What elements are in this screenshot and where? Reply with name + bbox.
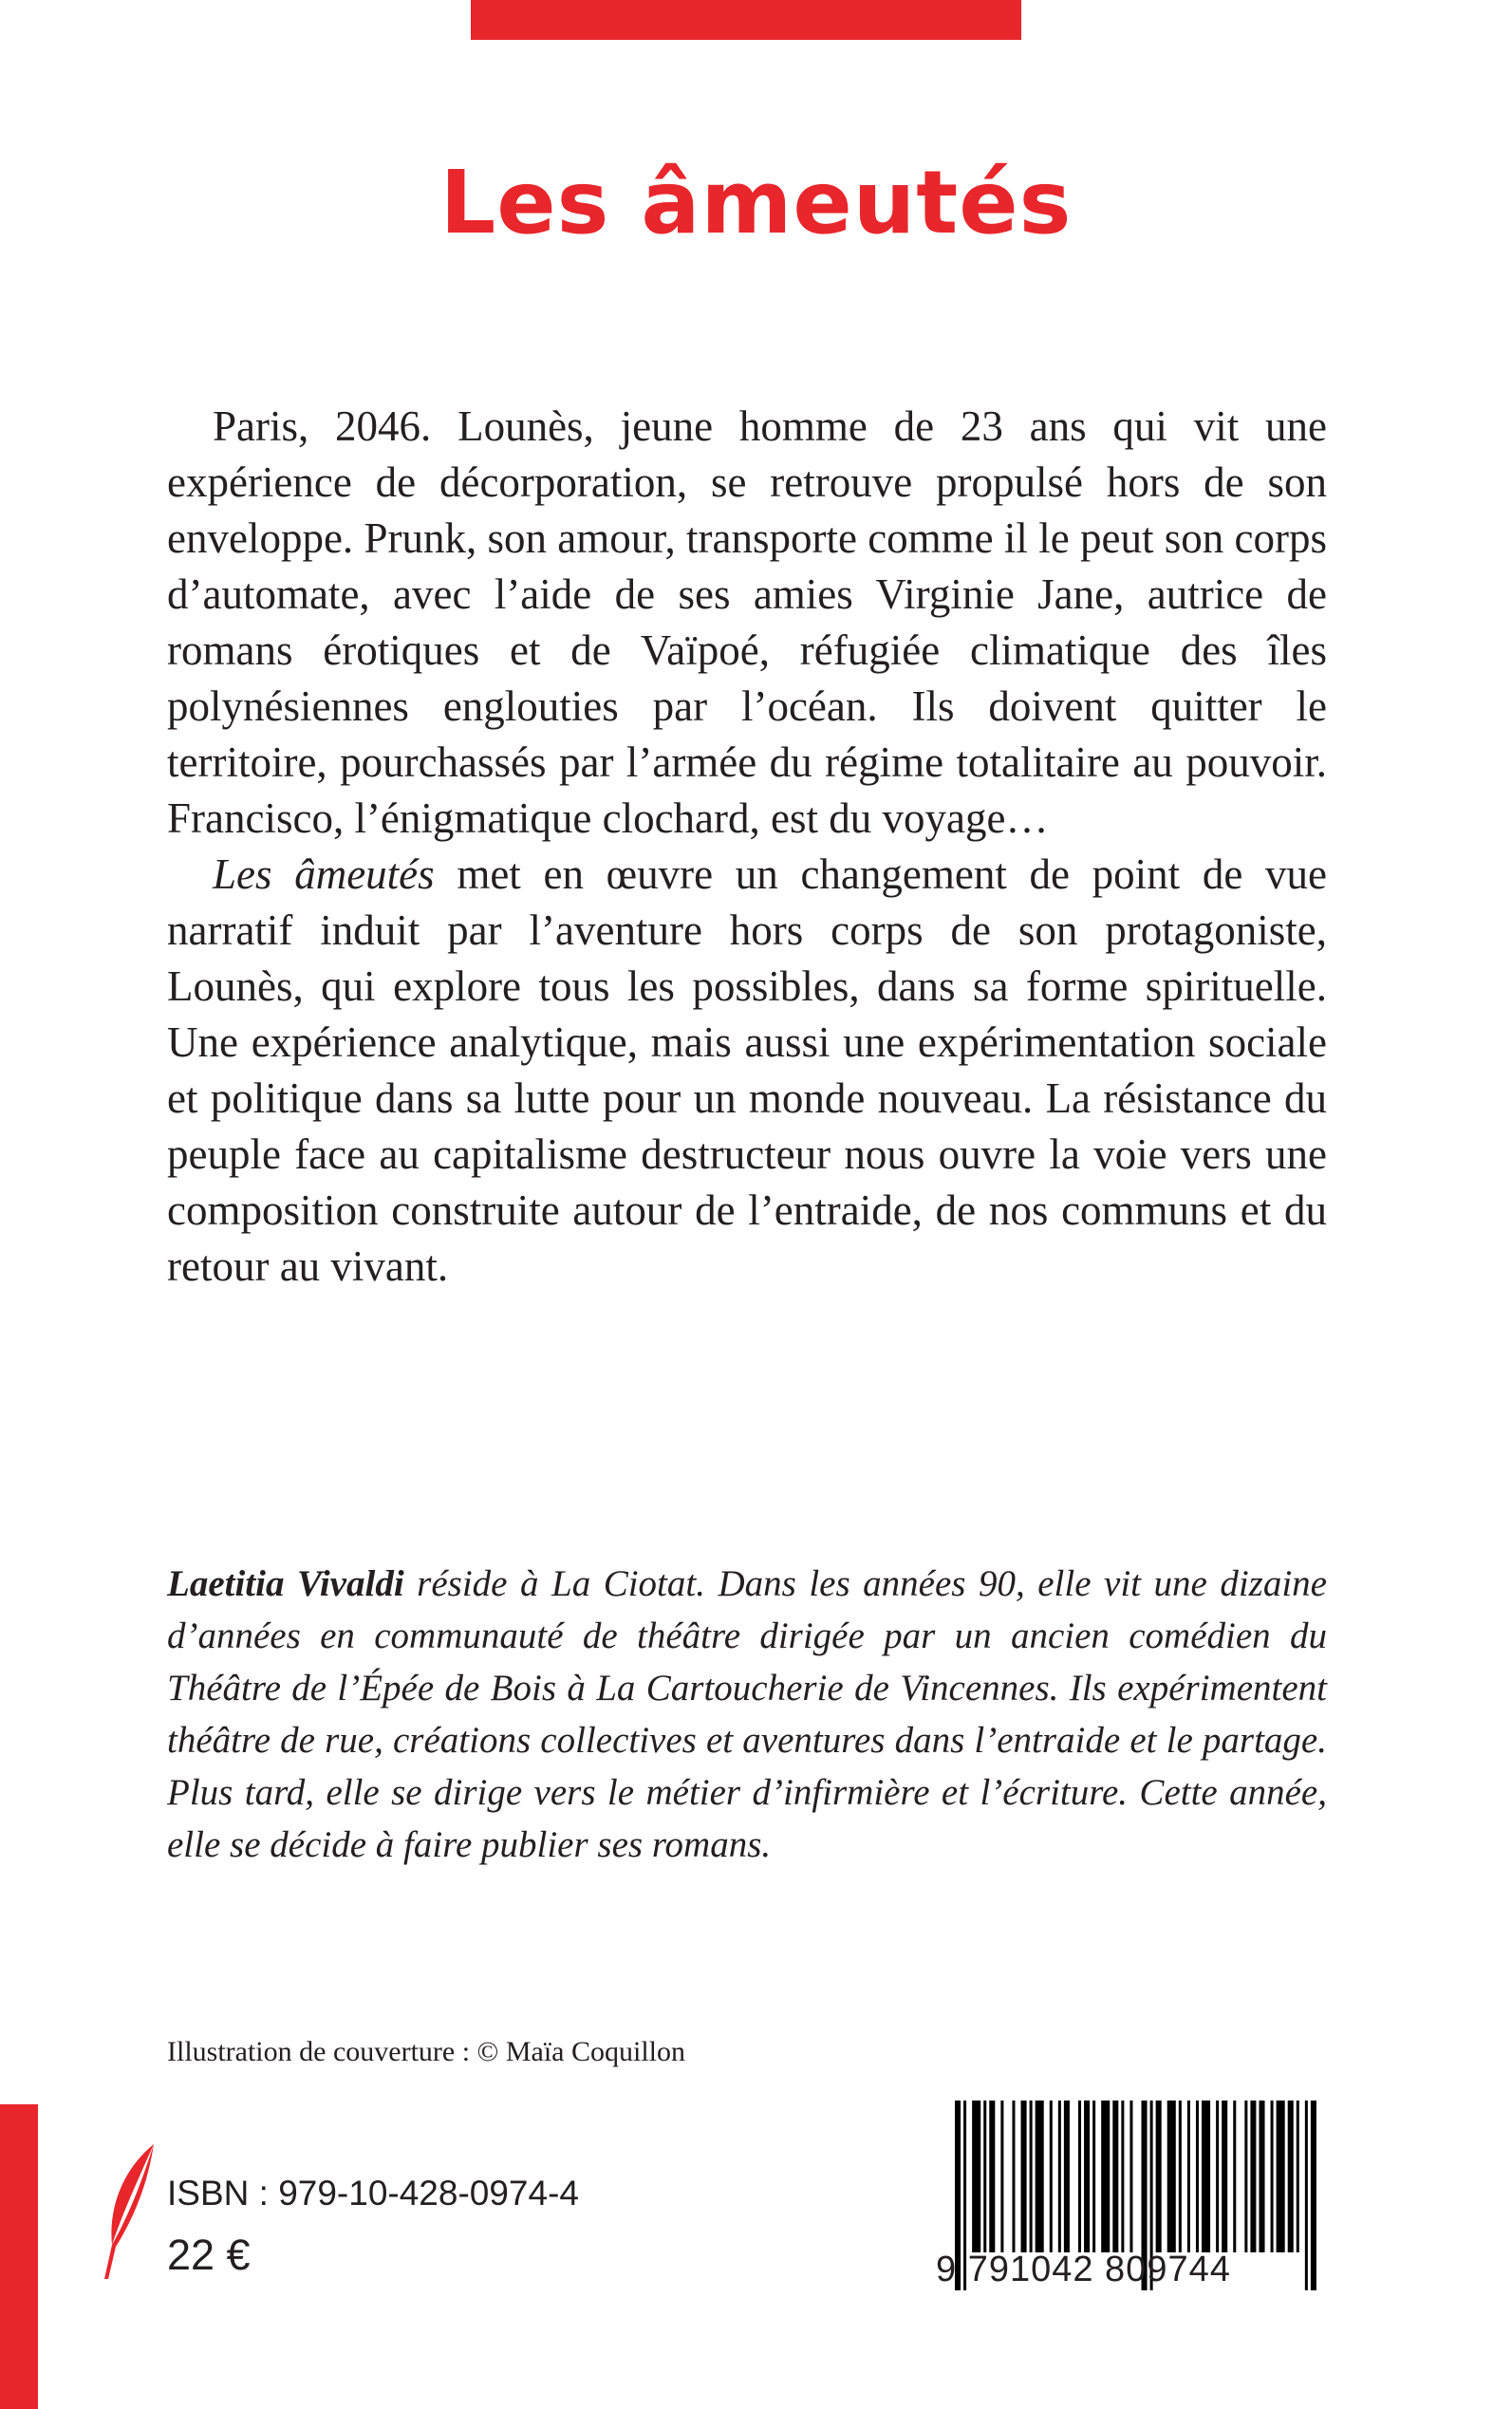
- price: 22 €: [167, 2231, 251, 2279]
- barcode-digits: 9 791042 809744: [936, 2250, 1231, 2289]
- synopsis-title-italic: Les âmeutés: [213, 850, 435, 898]
- feather-icon: [95, 2140, 161, 2283]
- author-bio-text: réside à La Ciotat. Dans les années 90, elle vit une dizaine d’années en communauté de théâtre dirigée par un ancien comédien du Théâtre de l’Épée de Bois à La Cartoucherie de Vincennes. Ils expérimentent théâtre de rue, créations collectives et aventures dans l’entraide et le partage. Plus tard, elle se dirige vers le métier d’infirmière et l’écriture. Cette année, elle se décide à faire publier ses romans.: [167, 1563, 1327, 1865]
- synopsis-paragraph-1: Paris, 2046. Lounès, jeune homme de 23 ans qui vit une expérience de décorporation, se retrouve propulsé hors de son enveloppe. Prunk, son amour, transporte comme il le peut son corps d’automate, avec l’aide de ses amies Virginie Jane, autrice de romans érotiques et de Vaïpoé, réfugiée climatique des îles polynésiennes englouties par l’océan. Ils doivent quitter le territoire, pourchassés par l’armée du régime totalitaire au pouvoir. Francisco, l’énigmatique clochard, est du voyage…: [167, 402, 1327, 842]
- synopsis: [167, 399, 1327, 1295]
- author-name: Laetitia Vivaldi: [167, 1563, 404, 1604]
- synopsis-paragraph-2: [167, 847, 1327, 1295]
- book-title: Les âmeutés: [439, 152, 1073, 253]
- isbn: ISBN : 979-10-428-0974-4: [167, 2174, 579, 2213]
- top-accent-bar: [471, 0, 1021, 40]
- author-bio: [167, 1558, 1327, 1871]
- synopsis-paragraph-2-text: met en œuvre un changement de point de vue narratif induit par l’aventure hors corps de son protagoniste, Lounès, qui explore tous les possibles, dans sa forme spirituelle. Une expérience analytique, mais aussi une expérimentation sociale et politique dans sa lutte pour un monde nouveau. La résistance du peuple face au capitalisme destructeur nous ouvre la voie vers une composition construite autour de l’entraide, de nos communs et du retour au vivant.: [167, 850, 1327, 1290]
- side-accent-bar: [0, 2104, 38, 2409]
- illustration-credit: Illustration de couverture : © Maïa Coquillon: [167, 2036, 686, 2067]
